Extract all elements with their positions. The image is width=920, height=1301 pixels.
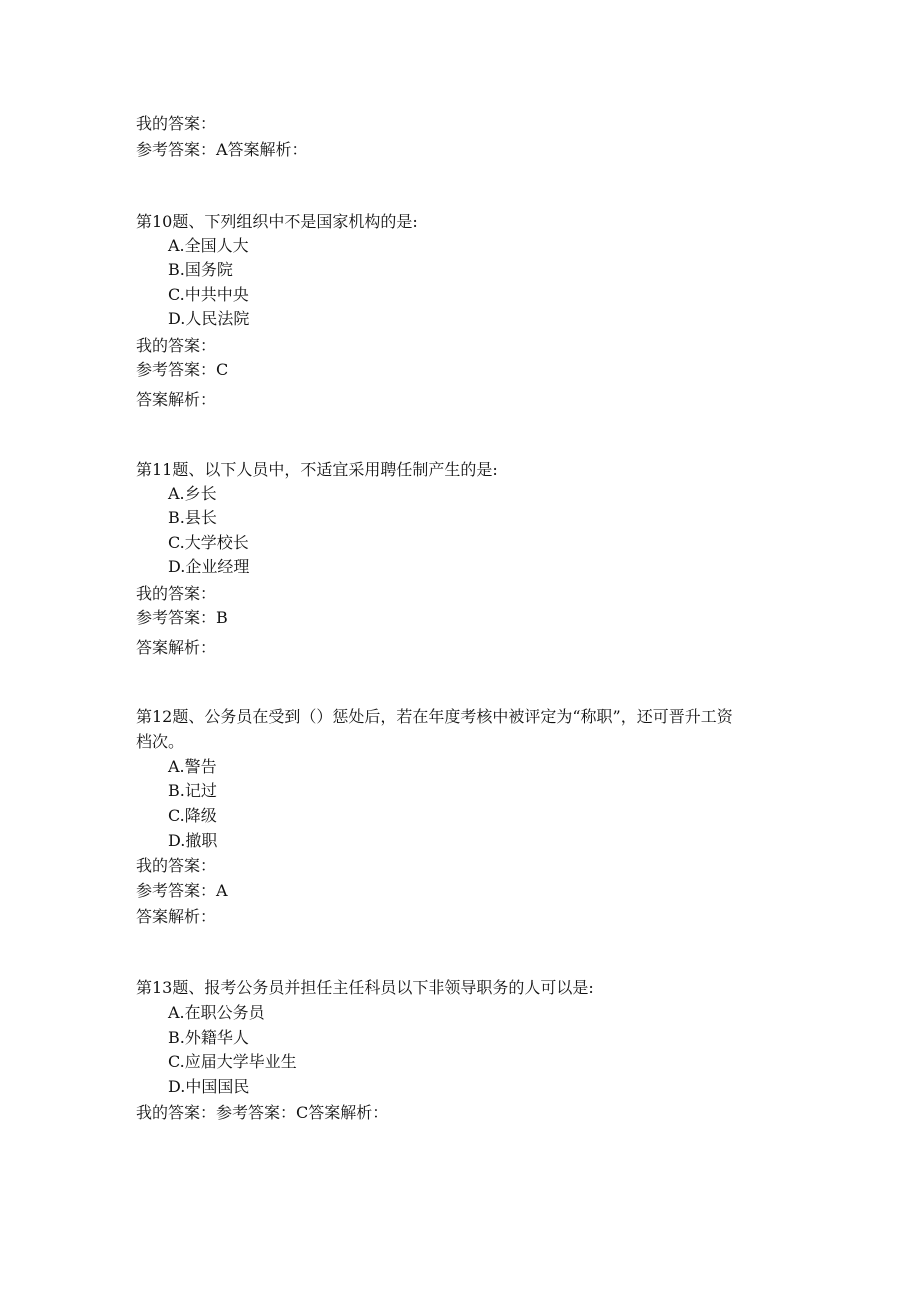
option: A.在职公务员: [168, 1003, 265, 1022]
option: A.全国人大: [168, 236, 249, 255]
option: D.人民法院: [168, 309, 250, 328]
option: C.降级: [168, 806, 217, 825]
option: B.县长: [168, 508, 217, 527]
option: D.撤职: [168, 831, 218, 850]
option: A.乡长: [168, 484, 217, 503]
option: B.国务院: [168, 260, 233, 279]
reference-answer: 参考答案：A: [136, 881, 228, 900]
option: D.中国国民: [168, 1077, 250, 1096]
option: B.外籍华人: [168, 1028, 249, 1047]
reference-answer: 参考答案：C: [136, 360, 229, 379]
option: B.记过: [168, 781, 217, 800]
my-answer: 我的答案：: [136, 336, 217, 355]
question-title: 第10题、下列组织中不是国家机构的是:: [136, 212, 418, 231]
answer-analysis: 答案解析：: [136, 390, 217, 409]
option: C.大学校长: [168, 533, 249, 552]
my-answer: 我的答案：: [136, 584, 217, 603]
option: C.中共中央: [168, 285, 249, 304]
question-title: 第13题、报考公务员并担任主任科员以下非领导职务的人可以是:: [136, 978, 594, 997]
question-title: 第12题、公务员在受到（）惩处后，若在年度考核中被评定为“称职”，还可晋升工资: [136, 707, 733, 726]
option: A.警告: [168, 757, 217, 776]
question-title: 第11题、以下人员中，不适宜采用聘任制产生的是:: [136, 460, 498, 479]
answer-line: 我的答案：参考答案：C答案解析：: [136, 1103, 389, 1122]
reference-answer: 参考答案：B: [136, 608, 228, 627]
reference-answer: 参考答案：A答案解析：: [136, 140, 308, 159]
my-answer: 我的答案：: [136, 114, 217, 133]
option: D.企业经理: [168, 557, 250, 576]
answer-analysis: 答案解析：: [136, 907, 217, 926]
my-answer: 我的答案：: [136, 856, 217, 875]
option: C.应届大学毕业生: [168, 1052, 297, 1071]
question-title-continued: 档次。: [136, 732, 185, 751]
answer-analysis: 答案解析：: [136, 638, 217, 657]
